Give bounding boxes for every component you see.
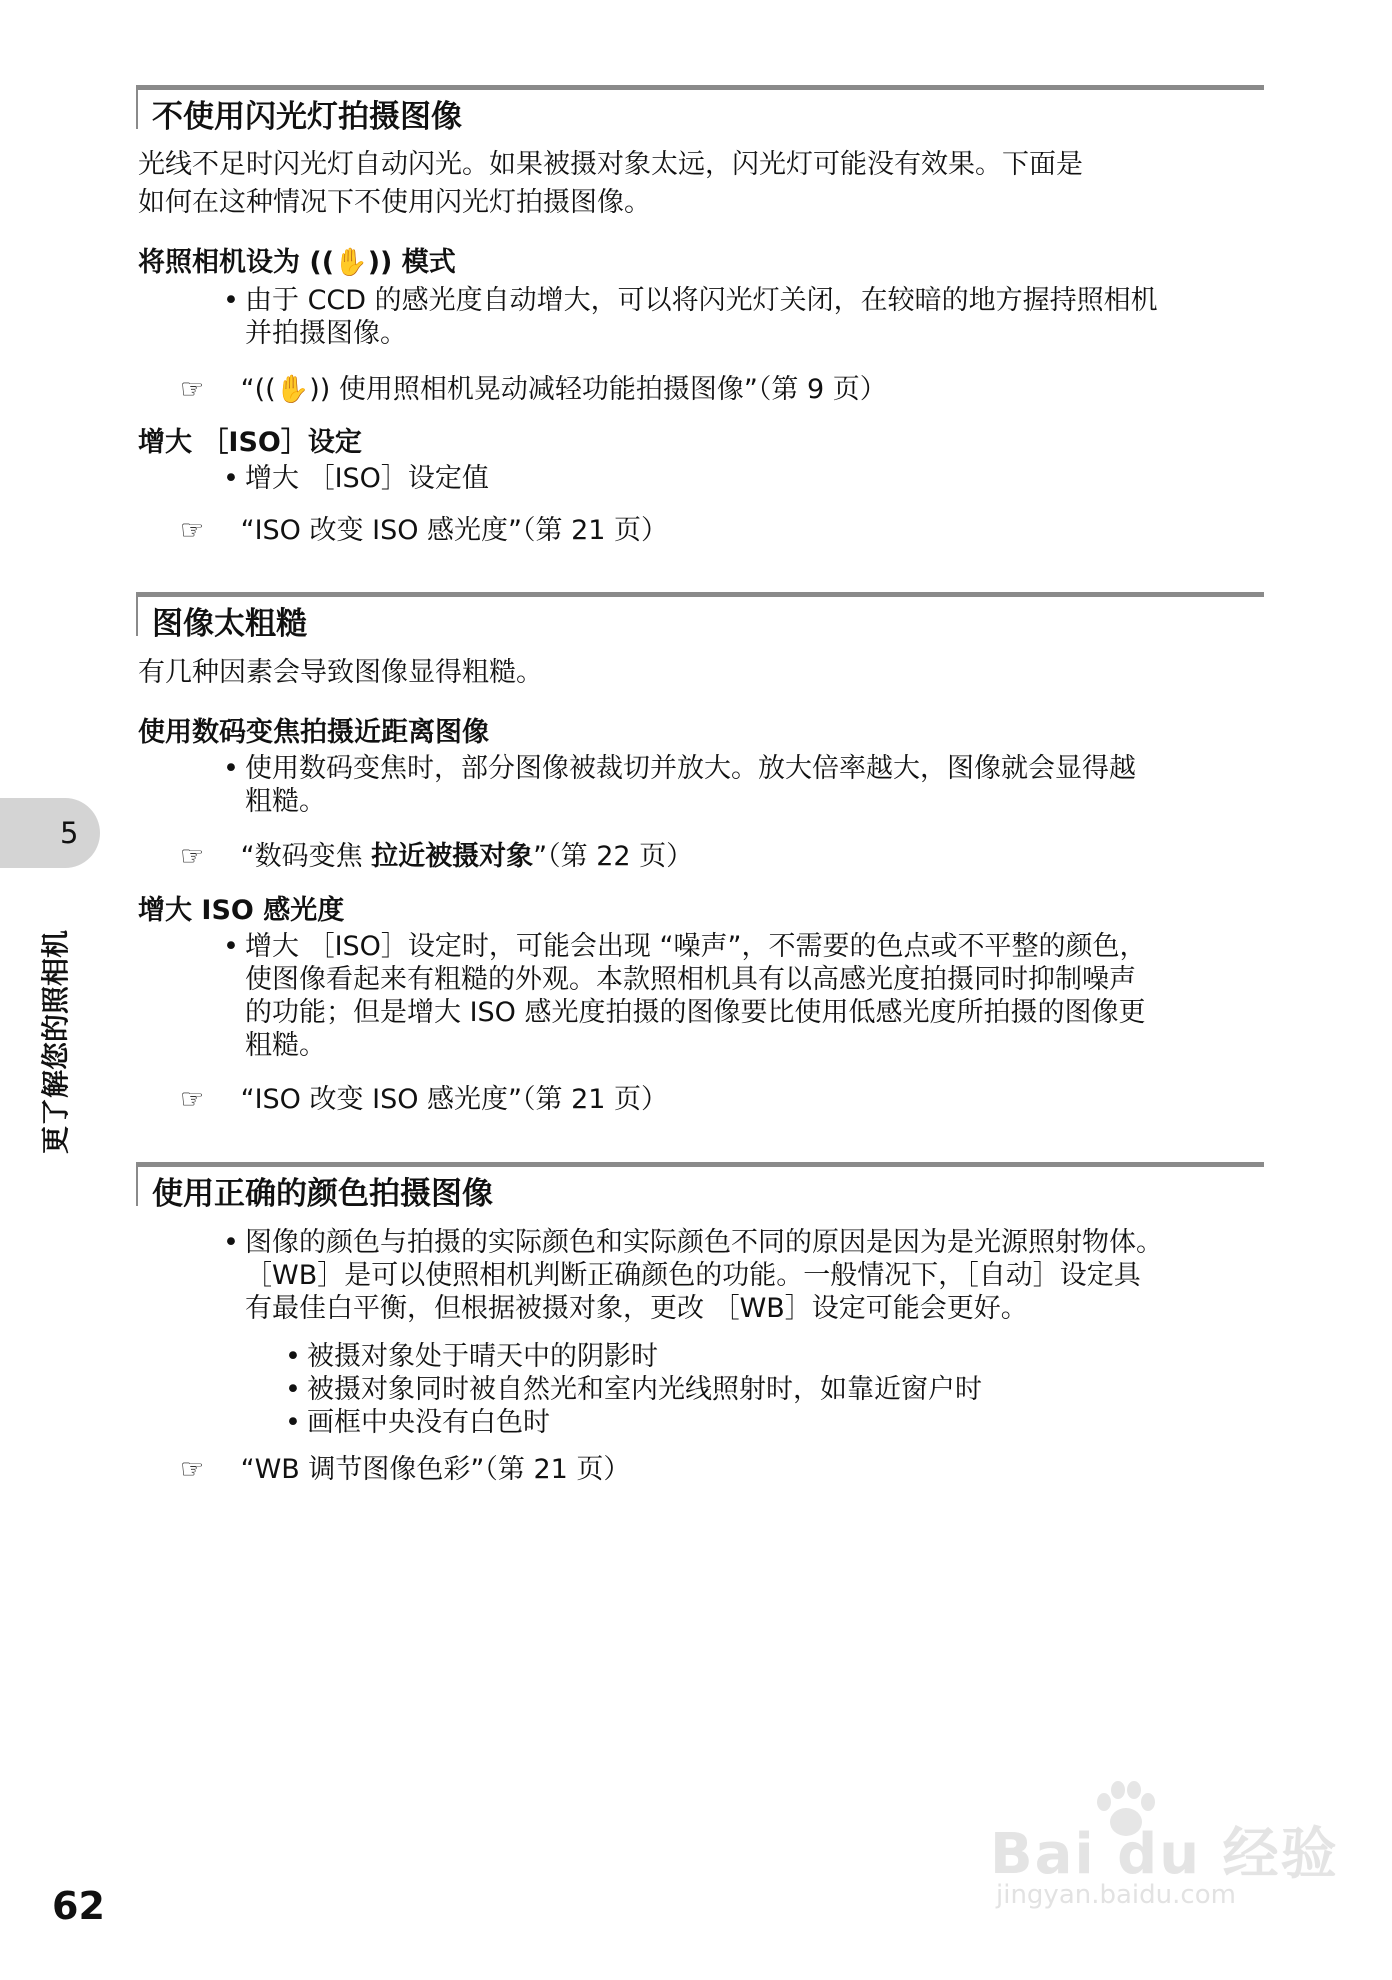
section-intro (138, 654, 543, 692)
cross-reference[interactable] (180, 834, 693, 873)
bullet-dot: • (223, 931, 239, 962)
header-rule (136, 592, 1264, 597)
bullet-line: 画框中央没有白色时 (307, 1407, 550, 1438)
bullet-line: 使图像看起来有粗糙的外观。本款照相机具有以高感光度拍摄同时抑制噪声 (245, 964, 1136, 995)
reference-text: “WB 调节图像色彩”（第 21 页） (240, 1454, 631, 1485)
bullet-dot: • (223, 1227, 239, 1258)
pointing-hand-icon: ☞ (180, 1454, 203, 1485)
chapter-tab[interactable] (0, 798, 100, 868)
section-title: 图像太粗糙 (152, 606, 307, 642)
bullet-dot: • (223, 463, 239, 494)
chapter-number: 5 (60, 816, 79, 850)
bullet-dot: • (223, 285, 239, 316)
sub-bullet-item (285, 1406, 550, 1439)
header-rule (136, 85, 1264, 90)
bullet-line: 由于 CCD 的感光度自动增大，可以将闪光灯关闭，在较暗的地方握持照相机 (245, 285, 1158, 316)
sub-bullet-item (285, 1340, 658, 1373)
bullet-line: 粗糙。 (245, 1030, 326, 1061)
sub-bullet-item (285, 1373, 982, 1406)
bullet-item (223, 1226, 1163, 1325)
bullet-item (223, 284, 1158, 350)
reference-text: ”（第 22 页） (533, 841, 694, 872)
bullet-dot: • (285, 1341, 301, 1372)
pointing-hand-icon: ☞ (180, 841, 203, 872)
page-number: 62 (52, 1884, 105, 1928)
section-intro (138, 146, 1083, 222)
section-header-no-flash (136, 85, 1264, 135)
bullet-line: 有最佳白平衡，但根据被摄对象，更改 ［WB］设定可能会更好。 (245, 1293, 1028, 1324)
chapter-title-vertical: 更了解您的照相机 (39, 929, 72, 1155)
section-header-color (136, 1162, 1264, 1212)
pointing-hand-icon: ☞ (180, 515, 203, 546)
header-rule (136, 1162, 1264, 1167)
bullet-item (223, 462, 489, 495)
bullet-line: 使用数码变焦时，部分图像被裁切并放大。放大倍率越大，图像就会显得越 (245, 753, 1136, 784)
bullet-dot: • (285, 1407, 301, 1438)
cross-reference[interactable] (180, 508, 668, 547)
bullet-line: 图像的颜色与拍摄的实际颜色和实际颜色不同的原因是因为是光源照射物体。 (245, 1227, 1163, 1258)
reference-text: “数码变焦 (240, 841, 372, 872)
intro-line: 有几种因素会导致图像显得粗糙。 (138, 657, 543, 688)
watermark (990, 1780, 1339, 1910)
header-left-rule (136, 85, 138, 129)
section-title: 不使用闪光灯拍摄图像 (152, 99, 462, 135)
watermark-url: jingyan.baidu.com (996, 1880, 1236, 1910)
subheading: 将照相机设为 ((✋)) 模式 (138, 247, 456, 278)
intro-line: 如何在这种情况下不使用闪光灯拍摄图像。 (138, 187, 651, 218)
reference-text: “((✋)) 使用照相机晃动减轻功能拍摄图像”（第 9 页） (240, 374, 887, 405)
pointing-hand-icon: ☞ (180, 1084, 203, 1115)
bullet-dot: • (285, 1374, 301, 1405)
reference-text: “ISO 改变 ISO 感光度”（第 21 页） (240, 1084, 669, 1115)
bullet-line: 粗糙。 (245, 786, 326, 817)
section-header-grainy (136, 592, 1264, 642)
header-left-rule (136, 1162, 138, 1206)
reference-text: “ISO 改变 ISO 感光度”（第 21 页） (240, 515, 669, 546)
subheading: 增大 ISO 感光度 (138, 895, 345, 926)
bullet-line: 被摄对象同时被自然光和室内光线照射时，如靠近窗户时 (307, 1374, 982, 1405)
section-title: 使用正确的颜色拍摄图像 (152, 1176, 493, 1212)
subheading: 使用数码变焦拍摄近距离图像 (138, 717, 489, 748)
subheading: 增大 ［ISO］设定 (138, 427, 362, 458)
header-left-rule (136, 592, 138, 636)
bullet-line: 增大 ［ISO］设定值 (245, 463, 489, 494)
cross-reference[interactable] (180, 1447, 630, 1486)
bullet-line: 被摄对象处于晴天中的阴影时 (307, 1341, 658, 1372)
reference-bold-text: 拉近被摄对象 (371, 841, 534, 872)
bullet-line: 的功能；但是增大 ISO 感光度拍摄的图像要比使用低感光度所拍摄的图像更 (245, 997, 1146, 1028)
bullet-item (223, 930, 1147, 1062)
bullet-line: 增大 ［ISO］设定时，可能会出现 “噪声”，不需要的色点或不平整的颜色， (245, 931, 1147, 962)
bullet-item (223, 752, 1136, 818)
bullet-line: 并拍摄图像。 (245, 318, 407, 349)
watermark-logo: Bai du 经验 (990, 1822, 1339, 1887)
bullet-dot: • (223, 753, 239, 784)
bullet-line: ［WB］是可以使照相机判断正确颜色的功能。一般情况下，［自动］设定具 (245, 1260, 1141, 1291)
intro-line: 光线不足时闪光灯自动闪光。如果被摄对象太远，闪光灯可能没有效果。下面是 (138, 149, 1083, 180)
cross-reference[interactable] (180, 1077, 668, 1116)
pointing-hand-icon: ☞ (180, 374, 203, 405)
cross-reference[interactable] (180, 367, 887, 406)
